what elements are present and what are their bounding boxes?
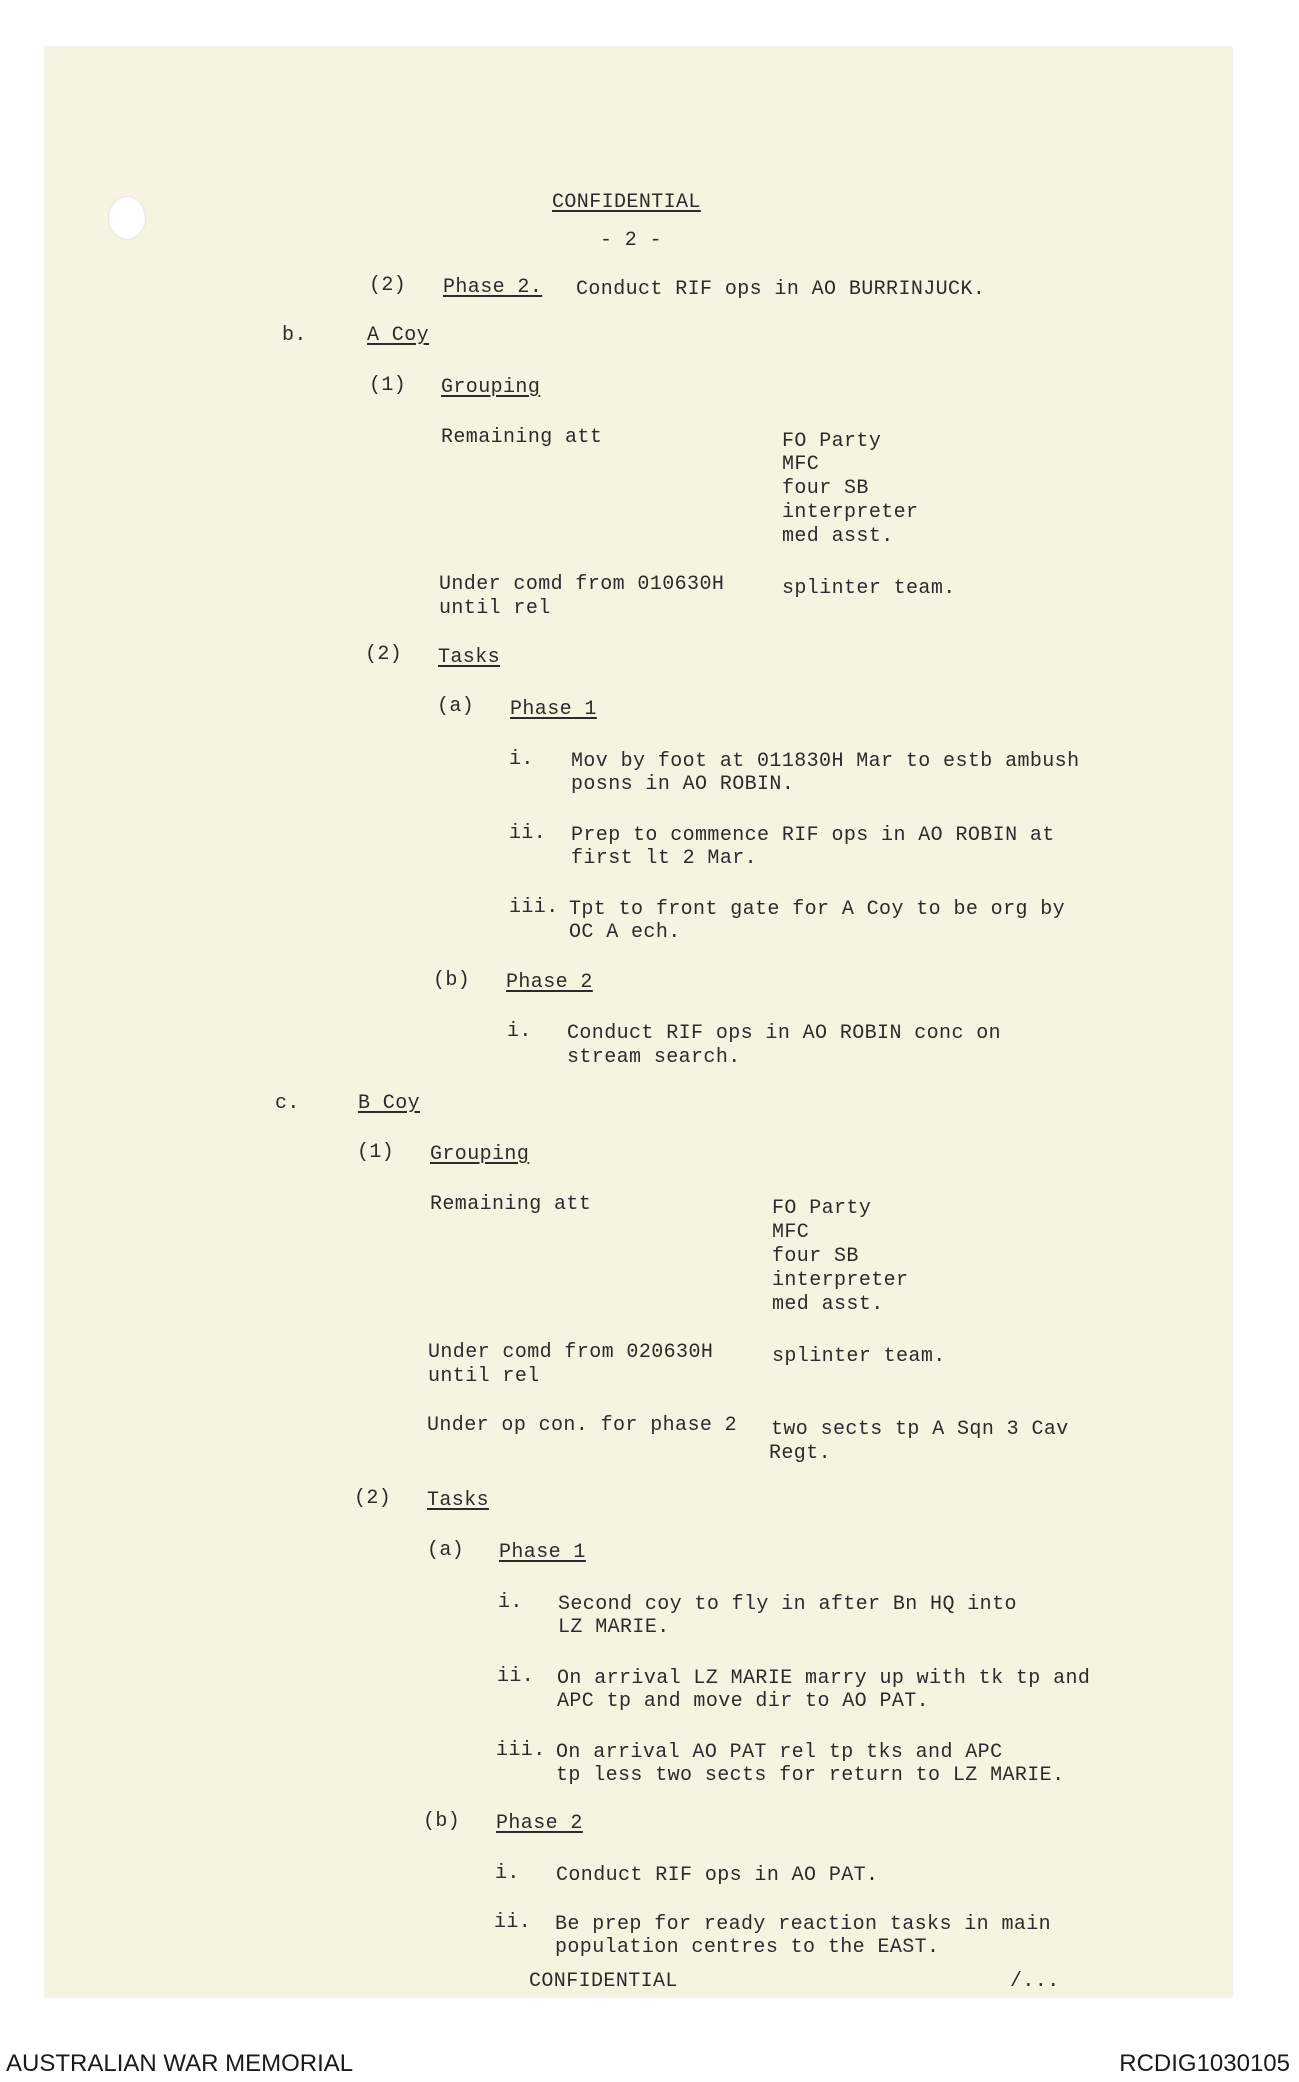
item-text: Conduct RIF ops in AO ROBIN conc on — [567, 1022, 1002, 1045]
under-comd-value: splinter team. — [772, 1345, 946, 1368]
phase-title: Phase 2. — [443, 276, 543, 299]
tasks-title: Tasks — [427, 1489, 490, 1512]
item-text: On arrival LZ MARIE marry up with tk tp and — [557, 1667, 1091, 1690]
remaining-item: four SB — [772, 1245, 859, 1268]
subpara-number: (a) — [437, 695, 475, 718]
remaining-item: MFC — [782, 453, 820, 476]
item-text: Second coy to fly in after Bn HQ into — [558, 1593, 1017, 1616]
section-title: A Coy — [367, 324, 430, 347]
para-number: (2) — [369, 274, 407, 297]
remaining-label: Remaining att — [441, 426, 603, 449]
section-letter: b. — [282, 324, 307, 347]
remaining-item: FO Party — [772, 1197, 872, 1220]
under-comd-label: Under comd from 020630H — [428, 1341, 714, 1364]
para-number: (2) — [365, 643, 403, 666]
item-number: i. — [507, 1020, 532, 1043]
item-number: i. — [498, 1591, 523, 1614]
under-op-con-value: Regt. — [769, 1442, 832, 1465]
item-text: posns in AO ROBIN. — [571, 773, 795, 796]
remaining-item: MFC — [772, 1221, 810, 1244]
tasks-title: Tasks — [438, 646, 501, 669]
item-text: Tpt to front gate for A Coy to be org by — [569, 898, 1066, 921]
item-text: first lt 2 Mar. — [571, 847, 758, 870]
phase-title: Phase 1 — [510, 698, 597, 721]
item-number: i. — [509, 748, 534, 771]
para-number: (2) — [354, 1487, 392, 1510]
item-text: Be prep for ready reaction tasks in main — [555, 1913, 1052, 1936]
item-text: Mov by foot at 011830H Mar to estb ambush — [571, 750, 1080, 773]
archive-label: AUSTRALIAN WAR MEMORIAL — [6, 2050, 354, 2077]
item-number: ii. — [494, 1911, 532, 1934]
remaining-item: interpreter — [782, 501, 919, 524]
section-letter: c. — [275, 1092, 300, 1115]
remaining-item: FO Party — [782, 430, 882, 453]
item-text: Conduct RIF ops in AO PAT. — [556, 1864, 879, 1887]
subpara-number: (b) — [433, 969, 471, 992]
remaining-item: med asst. — [772, 1293, 884, 1316]
item-text: Prep to commence RIF ops in AO ROBIN at — [571, 824, 1055, 847]
phase-title: Phase 1 — [499, 1541, 586, 1564]
grouping-title: Grouping — [430, 1143, 530, 1166]
remaining-item: four SB — [782, 477, 869, 500]
item-number: ii. — [497, 1665, 535, 1688]
item-number: iii. — [509, 896, 559, 919]
phase-title: Phase 2 — [496, 1812, 583, 1835]
under-comd-value: splinter team. — [782, 577, 956, 600]
item-text: APC tp and move dir to AO PAT. — [557, 1690, 930, 1713]
under-op-con-value: two sects tp A Sqn 3 Cav — [771, 1418, 1069, 1441]
item-text: stream search. — [567, 1046, 741, 1069]
phase-title: Phase 2 — [506, 971, 593, 994]
item-text: OC A ech. — [569, 921, 681, 944]
punch-hole — [108, 196, 146, 240]
item-text: On arrival AO PAT rel tp tks and APC — [556, 1741, 1003, 1764]
para-number: (1) — [357, 1141, 395, 1164]
subpara-number: (a) — [427, 1539, 465, 1562]
item-text: LZ MARIE. — [558, 1616, 670, 1639]
grouping-title: Grouping — [441, 376, 541, 399]
item-number: i. — [495, 1862, 520, 1885]
item-text: tp less two sects for return to LZ MARIE. — [556, 1764, 1065, 1787]
remaining-item: interpreter — [772, 1269, 909, 1292]
archive-id: RCDIG1030105 — [1119, 2050, 1290, 2077]
page-number: - 2 - — [600, 229, 663, 252]
phase-text: Conduct RIF ops in AO BURRINJUCK. — [576, 278, 986, 301]
para-number: (1) — [369, 374, 407, 397]
remaining-item: med asst. — [782, 525, 894, 548]
classification-header: CONFIDENTIAL — [552, 191, 701, 214]
subpara-number: (b) — [423, 1810, 461, 1833]
continuation-mark: /... — [1010, 1970, 1060, 1993]
under-op-con-label: Under op con. for phase 2 — [427, 1414, 738, 1437]
classification-footer: CONFIDENTIAL — [529, 1970, 678, 1993]
item-number: iii. — [496, 1739, 546, 1762]
under-comd-label: Under comd from 010630H — [439, 573, 725, 596]
under-comd-label: until rel — [439, 597, 551, 620]
item-number: ii. — [509, 822, 547, 845]
remaining-label: Remaining att — [430, 1193, 592, 1216]
under-comd-label: until rel — [428, 1365, 540, 1388]
section-title: B Coy — [358, 1092, 421, 1115]
item-text: population centres to the EAST. — [555, 1936, 940, 1959]
